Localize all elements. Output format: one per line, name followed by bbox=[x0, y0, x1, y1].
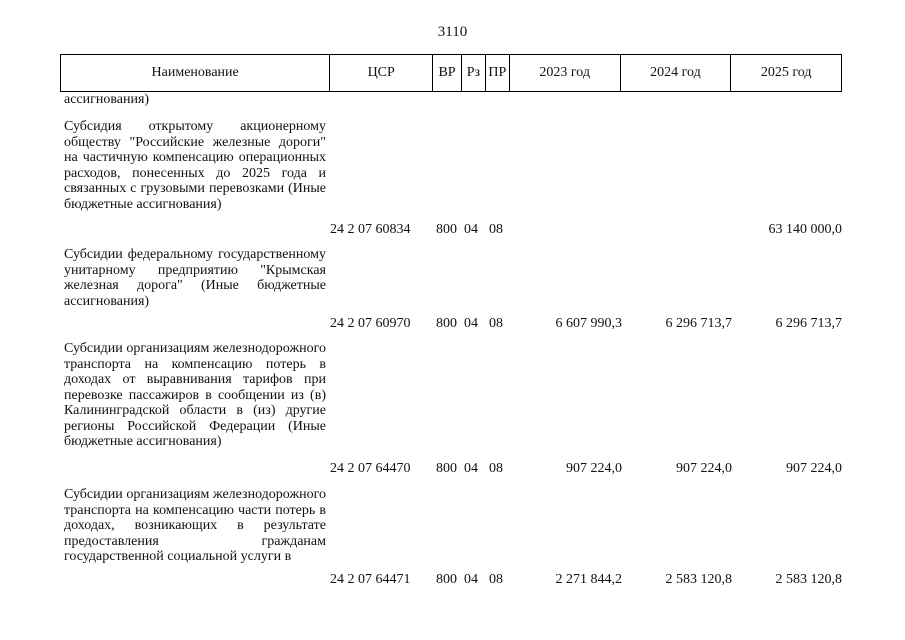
row-2023: 907 224,0 bbox=[566, 461, 622, 476]
row-rz: 04 bbox=[464, 461, 478, 476]
header-name: Наименование bbox=[61, 55, 330, 91]
row-pr: 08 bbox=[489, 572, 503, 587]
header-2023: 2023 год bbox=[510, 55, 621, 91]
header-vr: ВР bbox=[433, 55, 462, 91]
header-rz: Рз bbox=[462, 55, 486, 91]
row-2024: 6 296 713,7 bbox=[665, 316, 732, 331]
row-name: Субсидии организациям железнодорожного транспорта на компенсацию потерь в доходах от выравнивания тарифов при перевозке пассажиров в сообщении из (в) Калининградской области в (из) другие регионы Российской Федерации (Иные бюджетные ассигнования) bbox=[64, 341, 326, 449]
row-2025: 6 296 713,7 bbox=[775, 316, 842, 331]
header-pr: ПР bbox=[486, 55, 510, 91]
row-2023: 6 607 990,3 bbox=[555, 316, 622, 331]
row-2025: 63 140 000,0 bbox=[768, 222, 842, 237]
row-csr: 24 2 07 64471 bbox=[330, 572, 411, 587]
row-pr: 08 bbox=[489, 316, 503, 331]
row-2023: 2 271 844,2 bbox=[555, 572, 622, 587]
row-name: Субсидии организациям железнодорожного транспорта на компенсацию части потерь в доходах, возникающих в результате предоставления гражданам государственной социальной услуги в bbox=[64, 487, 326, 564]
row-rz: 04 bbox=[464, 572, 478, 587]
header-csr: ЦСР bbox=[330, 55, 433, 91]
continuation-text: ассигнования) bbox=[64, 92, 150, 107]
row-csr: 24 2 07 60834 bbox=[330, 222, 411, 237]
row-rz: 04 bbox=[464, 222, 478, 237]
row-vr: 800 bbox=[436, 222, 457, 237]
row-name: Субсидия открытому акционерному обществу "Российские железные дороги" на частичную компенсацию операционных расходов, понесенных до 2025 года и связанных с грузовыми перевозками (Иные бюджетные ассигнования) bbox=[64, 119, 326, 212]
table-header bbox=[60, 54, 842, 92]
row-pr: 08 bbox=[489, 461, 503, 476]
row-name: Субсидии федеральному государственному унитарному предприятию "Крымская железная дорога" (Иные бюджетные ассигнования) bbox=[64, 247, 326, 309]
row-2025: 2 583 120,8 bbox=[775, 572, 842, 587]
row-2024: 907 224,0 bbox=[676, 461, 732, 476]
row-2025: 907 224,0 bbox=[786, 461, 842, 476]
row-vr: 800 bbox=[436, 461, 457, 476]
row-rz: 04 bbox=[464, 316, 478, 331]
row-csr: 24 2 07 60970 bbox=[330, 316, 411, 331]
row-2024: 2 583 120,8 bbox=[665, 572, 732, 587]
page-number: 3110 bbox=[437, 24, 468, 40]
row-vr: 800 bbox=[436, 316, 457, 331]
header-2024: 2024 год bbox=[621, 55, 732, 91]
row-csr: 24 2 07 64470 bbox=[330, 461, 411, 476]
row-vr: 800 bbox=[436, 572, 457, 587]
row-pr: 08 bbox=[489, 222, 503, 237]
header-2025: 2025 год bbox=[760, 65, 812, 80]
